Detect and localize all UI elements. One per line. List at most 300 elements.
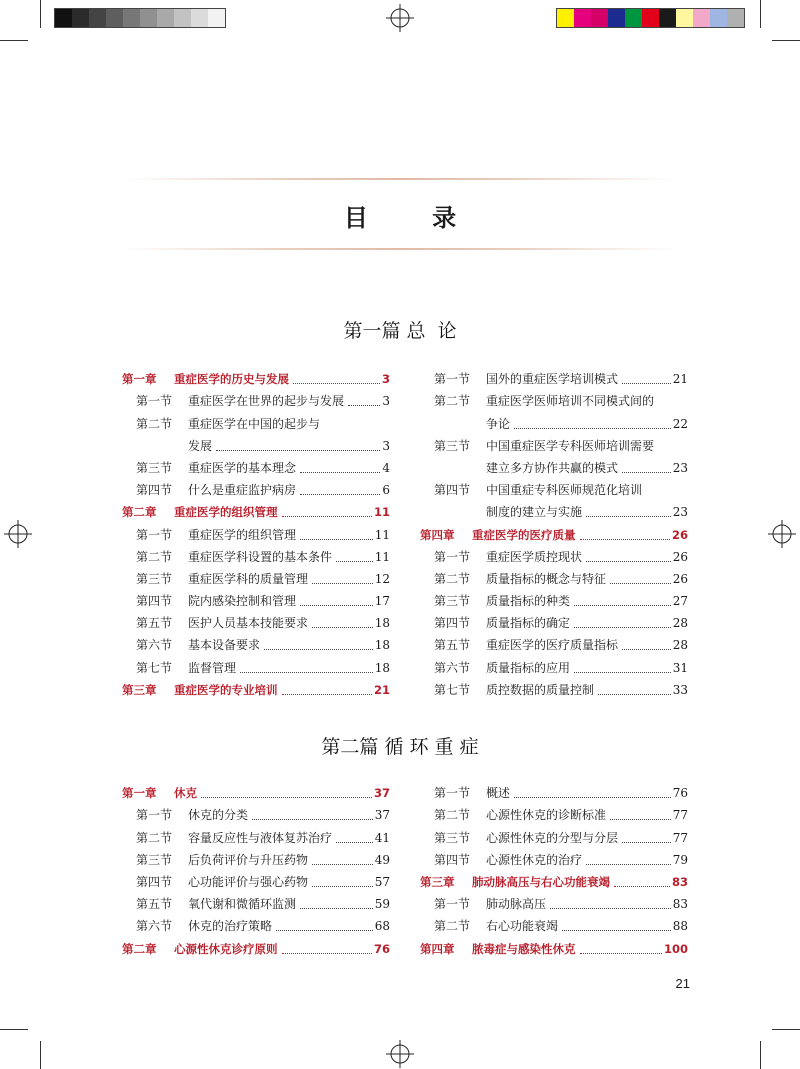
dot-leader (586, 560, 671, 562)
toc-page-number: 18 (374, 616, 390, 631)
toc-entry-label: 第三章 (122, 682, 157, 697)
toc-section-entry[interactable] (420, 804, 688, 826)
toc-page-number: 83 (671, 874, 688, 889)
toc-entry-text (136, 657, 236, 679)
toc-entry-text (136, 568, 308, 590)
toc-section-entry[interactable] (420, 849, 688, 871)
toc-entry-text (434, 368, 618, 390)
toc-entry-text (188, 435, 212, 457)
dot-leader (610, 818, 671, 820)
toc-entry-text (136, 871, 308, 893)
registration-mark-right (768, 520, 796, 548)
dot-leader (514, 427, 671, 429)
toc-page-number: 76 (373, 941, 390, 956)
toc-entry-label: 第三节 (434, 594, 471, 609)
toc-page-number: 83 (672, 897, 688, 912)
toc-entry-title: 容量反应性与液体复苏治疗 (188, 830, 333, 845)
toc-entry-title: 氧代谢和微循环监测 (188, 897, 297, 912)
toc-entry-title: 重症医学的基本理念 (188, 460, 297, 475)
toc-entry-text (434, 390, 654, 412)
toc-entry-label: 第七节 (136, 660, 173, 675)
toc-entry-title: 中国重症医学专科医师培训需要 (486, 438, 655, 453)
part-title-1: 第一篇 总 论 (343, 320, 457, 342)
toc-entry-label: 第五节 (136, 897, 173, 912)
toc-entry-text (136, 390, 344, 412)
toc-entry-text (136, 413, 320, 435)
toc-section-entry[interactable] (420, 457, 688, 479)
toc-page-number: 3 (382, 438, 390, 453)
toc-page-number: 12 (374, 571, 390, 586)
toc-entry-label: 第二节 (434, 919, 471, 934)
color-swatch (574, 9, 591, 27)
dot-leader (201, 796, 372, 798)
toc-entry-title: 质量指标的概念与特征 (486, 571, 607, 586)
toc-entry-label: 第四节 (434, 483, 471, 498)
toc-entry-text (434, 849, 582, 871)
toc-entry-title: 右心功能衰竭 (486, 919, 559, 934)
dot-leader (276, 929, 373, 931)
color-swatch (191, 9, 208, 27)
dot-leader (282, 693, 372, 695)
dot-leader (282, 515, 372, 517)
toc-entry-title: 重症医学科设置的基本条件 (188, 549, 333, 564)
toc-chapter-entry[interactable] (122, 679, 390, 701)
toc-entry-title: 重症医学质控现状 (486, 549, 583, 564)
toc-entry-label: 第四节 (136, 483, 173, 498)
toc-section-entry[interactable] (420, 915, 688, 937)
toc-chapter-entry[interactable] (420, 871, 688, 893)
toc-entry-title: 什么是重症监护病房 (188, 483, 297, 498)
toc-section-entry[interactable] (122, 390, 390, 412)
toc-page-number: 23 (672, 460, 688, 475)
dot-leader (348, 404, 380, 406)
toc-entry-text (136, 849, 308, 871)
toc-entry-label: 第二节 (434, 808, 471, 823)
toc-page-number: 26 (672, 549, 688, 564)
toc-entry-title: 休克的治疗策略 (188, 919, 273, 934)
dot-leader (622, 648, 671, 650)
toc-page-number: 57 (374, 874, 390, 889)
toc-entry-label: 第一节 (434, 549, 471, 564)
toc-chapter-entry[interactable] (122, 501, 390, 523)
dot-leader (574, 604, 671, 606)
toc-entry-title: 质量指标的应用 (486, 660, 571, 675)
toc-section-entry[interactable] (122, 479, 390, 501)
toc-page-number: 37 (374, 808, 390, 823)
dot-leader (312, 626, 373, 628)
toc-entry-title: 休克 (174, 786, 197, 801)
color-swatch (55, 9, 72, 27)
toc-entry-label: 第四节 (434, 616, 471, 631)
toc-entry-text (136, 915, 272, 937)
toc-entry-text (434, 435, 654, 457)
dot-leader (622, 471, 671, 473)
toc-entry-text (122, 679, 278, 701)
toc-section-entry[interactable] (420, 568, 688, 590)
toc-page-number: 11 (373, 505, 390, 520)
toc-section-entry[interactable] (420, 546, 688, 568)
toc-section-entry[interactable] (122, 457, 390, 479)
toc-entry-label: 第二节 (136, 830, 173, 845)
toc-entry-label: 第一章 (122, 786, 157, 801)
cmyk-color-bar (556, 8, 745, 28)
registration-mark-left (4, 520, 32, 548)
toc-entry-label: 第二节 (434, 571, 471, 586)
toc-chapter-entry[interactable] (122, 368, 390, 390)
toc-entry-text (136, 634, 260, 656)
toc-entry-title: 心源性休克的分型与分层 (486, 830, 619, 845)
toc-entry-text (420, 871, 610, 893)
dot-leader (562, 929, 671, 931)
toc-column-right (420, 368, 688, 701)
toc-entry-text (136, 804, 248, 826)
toc-entry-label: 第七节 (434, 682, 471, 697)
toc-entry-text (420, 524, 576, 546)
toc-entry-title: 国外的重症医学培训模式 (486, 372, 619, 387)
color-swatch (157, 9, 174, 27)
toc-entry-title: 心源性休克的诊断标准 (486, 808, 607, 823)
toc-page-number: 17 (374, 594, 390, 609)
dot-leader (293, 382, 380, 384)
dot-leader (586, 515, 671, 517)
toc-section-entry[interactable] (122, 915, 390, 937)
toc-section-entry[interactable] (122, 590, 390, 612)
toc-page-number: 6 (382, 483, 390, 498)
toc-entry-text (434, 679, 594, 701)
toc-page-number: 18 (374, 660, 390, 675)
toc-entry-text (420, 938, 576, 960)
toc-entry-label: 第二章 (122, 505, 157, 520)
toc-section-entry[interactable] (420, 612, 688, 634)
toc-section-entry[interactable] (122, 871, 390, 893)
color-swatch (123, 9, 140, 27)
toc-entry-title: 重症医学的组织管理 (188, 527, 297, 542)
registration-mark-top (386, 4, 414, 32)
color-swatch (208, 9, 225, 27)
toc-entry-title: 概述 (486, 786, 511, 801)
toc-section-entry[interactable] (122, 893, 390, 915)
toc-entry-text (434, 915, 558, 937)
toc-page-number: 76 (672, 786, 688, 801)
toc-section-entry[interactable] (122, 656, 390, 678)
color-swatch (659, 9, 676, 27)
toc-entry-text (136, 612, 308, 634)
dot-leader (300, 493, 380, 495)
toc-entry-text (434, 893, 546, 915)
toc-chapter-entry[interactable] (122, 782, 390, 804)
dot-leader (610, 582, 671, 584)
toc-entry-title: 质量指标的种类 (486, 594, 571, 609)
toc-entry-text (486, 457, 618, 479)
toc-chapter-entry[interactable] (122, 937, 390, 959)
toc-section-entry[interactable] (122, 826, 390, 848)
toc-section-entry[interactable] (420, 590, 688, 612)
title-rule-bottom (125, 248, 675, 250)
toc-page-number: 88 (672, 919, 688, 934)
toc-entry-label: 第一节 (136, 527, 173, 542)
toc-section-entry[interactable] (122, 634, 390, 656)
dot-leader (264, 648, 373, 650)
toc-page-number: 37 (373, 786, 390, 801)
toc-page-number: 21 (672, 372, 688, 387)
toc-page-number: 41 (374, 830, 390, 845)
toc-entry-label: 第六节 (136, 919, 173, 934)
dot-leader (550, 907, 671, 909)
toc-entry-label: 第三节 (136, 460, 173, 475)
toc-entry-title: 重症医学在世界的起步与发展 (188, 394, 345, 409)
toc-page-number: 59 (374, 897, 390, 912)
toc-section-entry[interactable] (122, 435, 390, 457)
color-swatch (591, 9, 608, 27)
toc-entry-label: 第二节 (136, 416, 173, 431)
dot-leader (216, 449, 380, 451)
toc-chapter-entry[interactable] (420, 937, 688, 959)
toc-section-entry[interactable] (122, 568, 390, 590)
grayscale-color-bar (54, 8, 226, 28)
color-swatch (693, 9, 710, 27)
toc-entry-title: 建立多方协作共赢的模式 (486, 460, 619, 475)
toc-entry-title: 基本设备要求 (188, 638, 261, 653)
toc-entry-title: 肺动脉高压与右心功能衰竭 (472, 874, 610, 889)
part-title-2: 第二篇 循 环 重 症 (321, 736, 479, 758)
dot-leader (300, 604, 373, 606)
toc-entry-label: 第二节 (434, 394, 471, 409)
color-swatch (625, 9, 642, 27)
toc-page-number: 22 (672, 416, 688, 431)
toc-section-entry[interactable] (420, 435, 688, 457)
color-swatch (140, 9, 157, 27)
toc-entry-title: 脓毒症与感染性休克 (472, 941, 576, 956)
toc-page-number: 77 (672, 830, 688, 845)
toc-entry-title: 争论 (486, 416, 511, 431)
toc-entry-label: 第二节 (136, 549, 173, 564)
toc-page-number: 3 (381, 372, 390, 387)
dot-leader (580, 952, 662, 954)
toc-entry-title: 质控数据的质量控制 (486, 682, 595, 697)
toc-entry-text (136, 479, 296, 501)
page-title: 目 录 (343, 204, 485, 232)
dot-leader (574, 626, 671, 628)
toc-entry-text (434, 568, 606, 590)
toc-entry-text (434, 657, 570, 679)
toc-section-entry[interactable] (420, 656, 688, 678)
toc-entry-title: 重症医学医师培训不同模式间的 (486, 394, 655, 409)
toc-section-entry[interactable] (122, 412, 390, 434)
toc-entry-label: 第四节 (434, 852, 471, 867)
toc-page-number: 100 (663, 941, 688, 956)
toc-entry-title: 休克的分类 (188, 808, 249, 823)
toc-section-entry[interactable] (420, 412, 688, 434)
toc-entry-label: 第一节 (136, 808, 173, 823)
toc-page-number: 49 (374, 852, 390, 867)
toc-page-number: 28 (672, 638, 688, 653)
toc-chapter-entry[interactable] (420, 523, 688, 545)
toc-page-number: 4 (382, 460, 390, 475)
toc-page-number: 31 (672, 660, 688, 675)
toc-entry-title: 重症医学的医疗质量 (472, 527, 576, 542)
toc-page-number: 26 (672, 571, 688, 586)
toc-section-entry[interactable] (122, 804, 390, 826)
toc-entry-label: 第一章 (122, 372, 157, 387)
dot-leader (574, 671, 671, 673)
dot-leader (622, 382, 671, 384)
toc-entry-title: 重症医学科的质量管理 (188, 571, 309, 586)
toc-entry-text (122, 368, 289, 390)
toc-entry-title: 重症医学的组织管理 (174, 505, 278, 520)
toc-entry-text (136, 590, 296, 612)
toc-entry-label: 第一节 (434, 372, 471, 387)
toc-entry-text (486, 413, 510, 435)
toc-entry-label: 第三节 (136, 571, 173, 586)
toc-entry-title: 后负荷评价与升压药物 (188, 852, 309, 867)
toc-page-number: 28 (672, 616, 688, 631)
dot-leader (300, 907, 373, 909)
color-swatch (174, 9, 191, 27)
toc-entry-text (434, 804, 606, 826)
toc-entry-label: 第三节 (434, 830, 471, 845)
toc-entry-label: 第四章 (420, 527, 455, 542)
title-rule-top (125, 178, 675, 180)
toc-entry-text (434, 827, 618, 849)
toc-section-entry[interactable] (122, 849, 390, 871)
toc-entry-text (434, 590, 570, 612)
toc-section-entry[interactable] (420, 679, 688, 701)
toc-entry-label: 第六节 (136, 638, 173, 653)
dot-leader (312, 863, 373, 865)
dot-leader (336, 841, 373, 843)
toc-entry-title: 发展 (188, 438, 213, 453)
toc-entry-label: 第一节 (136, 394, 173, 409)
toc-entry-text (434, 479, 642, 501)
dot-leader (514, 796, 671, 798)
toc-page-number: 26 (671, 527, 688, 542)
toc-column-left (122, 368, 390, 701)
toc-entry-text (136, 524, 296, 546)
toc-section-entry[interactable] (420, 782, 688, 804)
toc-entry-label: 第一节 (434, 786, 471, 801)
dot-leader (580, 538, 670, 540)
toc-entry-text (136, 827, 332, 849)
toc-page-number: 11 (374, 549, 390, 564)
dot-leader (240, 671, 373, 673)
toc-entry-text (136, 457, 296, 479)
color-swatch (106, 9, 123, 27)
toc-section-entry[interactable] (420, 390, 688, 412)
toc-column-left (122, 782, 390, 960)
toc-page-number: 3 (382, 394, 390, 409)
toc-entry-title: 监督管理 (188, 660, 237, 675)
toc-entry-title: 医护人员基本技能要求 (188, 616, 309, 631)
toc-entry-title: 院内感染控制和管理 (188, 594, 297, 609)
toc-entry-text (122, 938, 278, 960)
toc-entry-title: 质量指标的确定 (486, 616, 571, 631)
toc-page-number: 68 (374, 919, 390, 934)
toc-page-number: 77 (672, 808, 688, 823)
toc-entry-label: 第一节 (434, 897, 471, 912)
dot-leader (598, 693, 671, 695)
toc-section-entry[interactable] (420, 893, 688, 915)
toc-entry-label: 第三节 (136, 852, 173, 867)
toc-section-entry[interactable] (420, 634, 688, 656)
dot-leader (336, 560, 373, 562)
color-swatch (727, 9, 744, 27)
toc-column-right (420, 782, 688, 960)
registration-mark-bottom (386, 1040, 414, 1068)
dot-leader (300, 538, 373, 540)
dot-leader (300, 471, 380, 473)
toc-entry-text (136, 893, 296, 915)
toc-section-entry[interactable] (420, 479, 688, 501)
toc-entry-text (434, 546, 582, 568)
toc-page-number: 23 (672, 505, 688, 520)
color-swatch (608, 9, 625, 27)
dot-leader (614, 885, 670, 887)
toc-page-number: 21 (373, 682, 390, 697)
toc-entry-title: 重症医学的历史与发展 (174, 372, 289, 387)
toc-entry-text (434, 634, 618, 656)
toc-entry-title: 重症医学在中国的起步与 (188, 416, 321, 431)
toc-entry-title: 心功能评价与强心药物 (188, 874, 309, 889)
dot-leader (586, 863, 671, 865)
color-swatch (72, 9, 89, 27)
toc-entry-text (136, 546, 332, 568)
dot-leader (282, 952, 372, 954)
toc-page-number: 27 (672, 594, 688, 609)
toc-entry-label: 第三节 (434, 438, 471, 453)
color-swatch (557, 9, 574, 27)
color-swatch (676, 9, 693, 27)
toc-entry-text (434, 782, 510, 804)
toc-entry-title: 心源性休克诊疗原则 (174, 941, 278, 956)
toc-entry-label: 第三章 (420, 874, 455, 889)
color-swatch (642, 9, 659, 27)
toc-entry-text (486, 501, 582, 523)
toc-entry-title: 制度的建立与实施 (486, 505, 583, 520)
toc-section-entry[interactable] (420, 501, 688, 523)
toc-page-number: 18 (374, 638, 390, 653)
toc-section-entry[interactable] (122, 612, 390, 634)
toc-section-entry[interactable] (420, 368, 688, 390)
toc-entry-label: 第五节 (136, 616, 173, 631)
toc-entry-title: 重症医学的医疗质量指标 (486, 638, 619, 653)
toc-entry-title: 肺动脉高压 (486, 897, 547, 912)
toc-entry-title: 心源性休克的治疗 (486, 852, 583, 867)
color-swatch (89, 9, 106, 27)
dot-leader (312, 885, 373, 887)
color-swatch (710, 9, 727, 27)
toc-entry-title: 重症医学的专业培训 (174, 682, 278, 697)
toc-entry-label: 第二章 (122, 941, 157, 956)
toc-section-entry[interactable] (122, 546, 390, 568)
toc-entry-text (434, 612, 570, 634)
toc-entry-title: 中国重症专科医师规范化培训 (486, 483, 643, 498)
toc-page-number: 79 (672, 852, 688, 867)
toc-entry-label: 第四节 (136, 594, 173, 609)
toc-page-number: 33 (672, 682, 688, 697)
toc-section-entry[interactable] (122, 523, 390, 545)
toc-entry-label: 第四章 (420, 941, 455, 956)
toc-page-number: 11 (374, 527, 390, 542)
toc-entry-label: 第五节 (434, 638, 471, 653)
toc-entry-label: 第四节 (136, 874, 173, 889)
dot-leader (312, 582, 373, 584)
toc-entry-text (122, 501, 278, 523)
dot-leader (252, 818, 373, 820)
dot-leader (622, 841, 671, 843)
toc-entry-text (122, 782, 197, 804)
toc-entry-label: 第六节 (434, 660, 471, 675)
toc-section-entry[interactable] (420, 826, 688, 848)
